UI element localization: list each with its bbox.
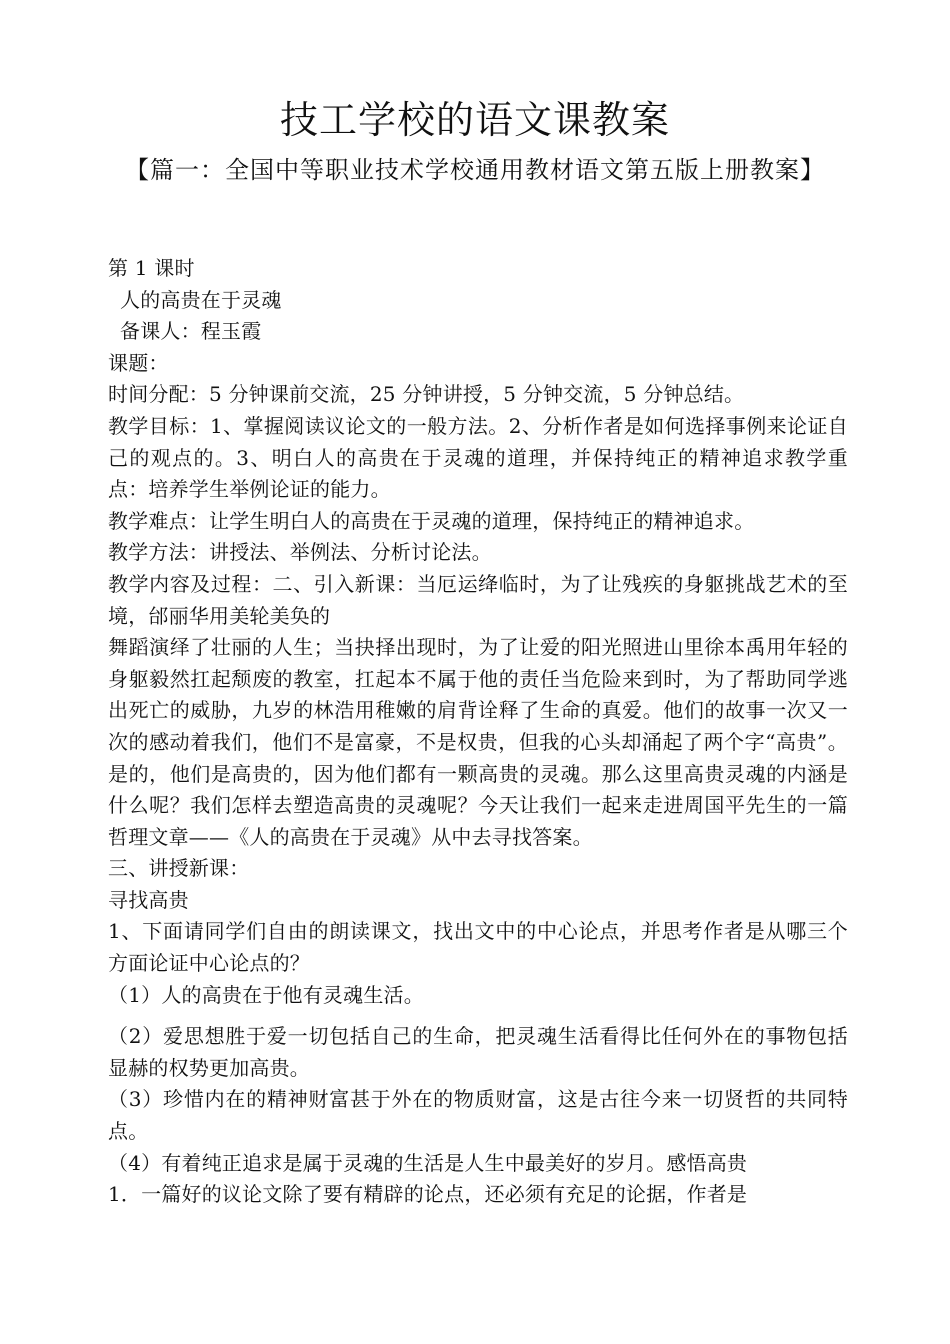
lesson-subject: 课题： bbox=[108, 350, 169, 375]
teaching-process-intro: 教学内容及过程：二、引入新课：当厄运绛临时，为了让残疾的身躯挑战艺术的至境，邰丽华用美轮美奂的 bbox=[108, 571, 848, 628]
point-2: （2）爱思想胜于爱一切包括自己的生命，把灵魂生活看得比任何外在的事物包括显赫的权势更加高贵。 bbox=[108, 1024, 848, 1080]
lesson-period: 第 1 课时 bbox=[108, 256, 195, 280]
feel-nobility-1: 1．一篇好的议论文除了要有精辟的论点，还必须有充足的论据，作者是 bbox=[108, 1182, 748, 1207]
teaching-methods: 教学方法：讲授法、举例法、分析讨论法。 bbox=[108, 540, 492, 565]
lesson-preparer: 备课人：程玉霞 bbox=[120, 319, 262, 344]
lesson-topic: 人的高贵在于灵魂 bbox=[120, 287, 282, 312]
section-new-lesson: 三、讲授新课： bbox=[108, 856, 250, 881]
teaching-difficulty: 教学难点：让学生明白人的高贵在于灵魂的道理，保持纯正的精神追求。 bbox=[108, 508, 755, 533]
document-subtitle: 【篇一：全国中等职业技术学校通用教材语文第五版上册教案】 bbox=[125, 156, 825, 184]
document-body bbox=[108, 253, 848, 1211]
section-find-nobility: 寻找高贵 bbox=[108, 887, 189, 912]
point-1: （1）人的高贵在于他有灵魂生活。 bbox=[108, 982, 424, 1007]
teaching-goals: 教学目标：1、掌握阅读议论文的一般方法。2、分析作者是如何选择事例来论证自己的观点的。3、明白人的高贵在于灵魂的道理，并保持纯正的精神追求教学重点：培养学生举例论证的能力。 bbox=[108, 413, 848, 502]
document-title: 技工学校的语文课教案 bbox=[279, 98, 670, 142]
point-3: （3）珍惜内在的精神财富甚于外在的物质财富，这是古往今来一切贤哲的共同特点。 bbox=[108, 1087, 848, 1144]
point-4: （4）有着纯正追求是属于灵魂的生活是人生中最美好的岁月。感悟高贵 bbox=[108, 1150, 748, 1175]
question-1: 1、下面请同学们自由的朗读课文，找出文中的中心论点，并思考作者是从哪三个方面论证中心论点的？ bbox=[108, 919, 848, 976]
time-allocation: 时间分配：5 分钟课前交流，25 分钟讲授，5 分钟交流，5 分钟总结。 bbox=[108, 382, 745, 407]
teaching-process-body: 舞蹈演绎了壮丽的人生；当抉择出现时，为了让爱的阳光照进山里徐本禹用年轻的身躯毅然扛起颓废的教室，扛起本不属于他的责任当危险来到时，为了帮助同学逃出死亡的威胁，九岁的林浩用稚嫩的肩背诠释了生命的真爱。他们的故事一次又一次的感动着我们，他们不是富豪，不是权贵，但我的心头却涌起了两个字“高贵”。是的，他们是高贵的，因为他们都有一颗高贵的灵魂。那么这里高贵灵魂的内涵是什么呢？我们怎样去塑造高贵的灵魂呢？今天让我们一起来走进周国平先生的一篇哲理文章——《人的高贵在于灵魂》从中去寻找答案。 bbox=[108, 635, 848, 849]
